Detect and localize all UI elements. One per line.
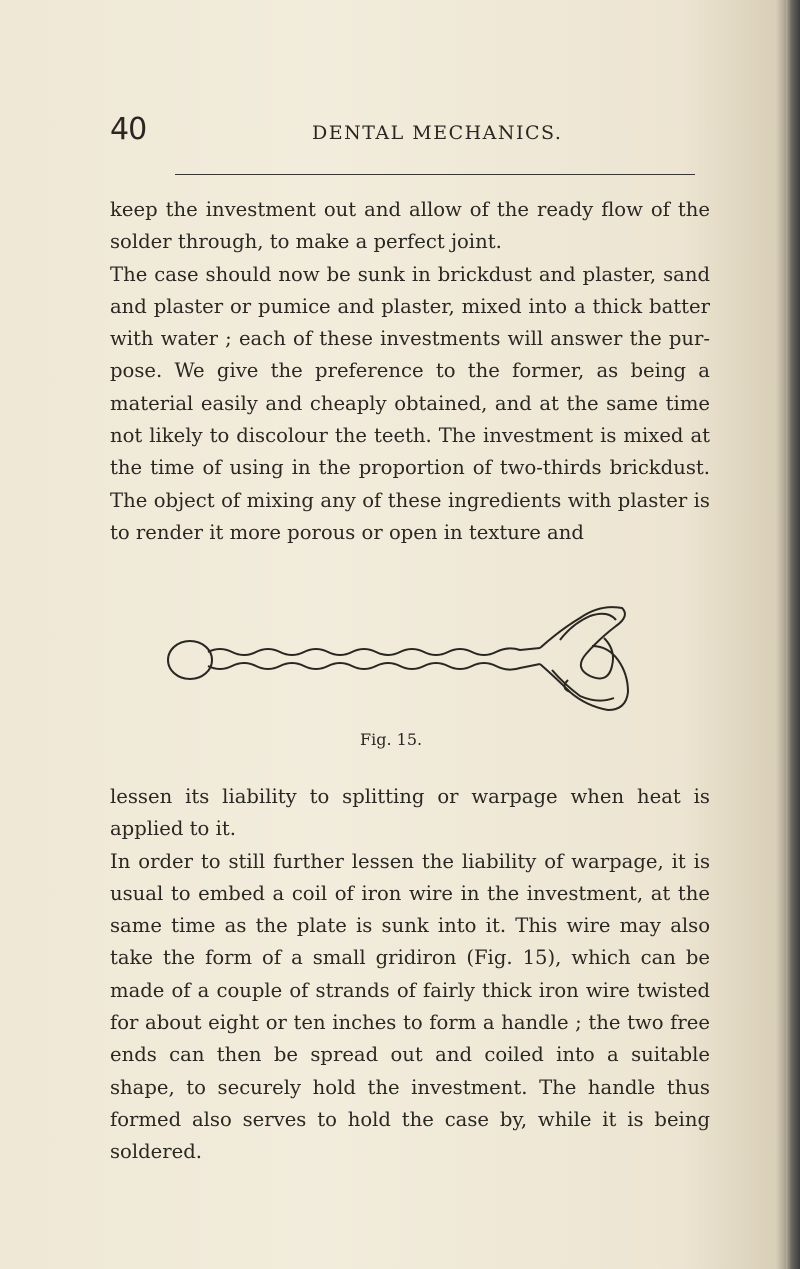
running-head: DENTAL MECHANICS. [312,122,563,144]
paragraph: In order to still further lessen the liability of warpage, it is usual to embed a coil of iron wire in the investment, at the same time as the plate is sunk into it. This wire may also take the form of a small gridiron (Fig. 15), which can be made of a couple of strands of fairly thick iron wire twisted for about eight or ten inches to form a handle ; the two free ends can then be spread out and coiled into a suitable shape, to securely hold the investment. The handle thus formed also serves to hold the case by, while it is being soldered. [110,849,710,1164]
body-text-bottom [110,781,710,1169]
figure-caption: Fig. 15. [360,730,423,749]
paragraph: keep the investment out and allow of the ready flow of the solder through, to make a perfect joint. [110,198,710,254]
page-header [110,112,710,152]
page-edge-shadow [786,0,800,1269]
paragraph: The case should now be sunk in brickdust and plaster, sand and plaster or pumice and plaster, mixed into a thick batter with water ; each of these investments will answer the purpose. We give the preference to the former, as being a material easily and cheaply obtained, and at the same time not likely to discolour the teeth. The investment is mixed at the time of using in the proportion of two-thirds brickdust. The object of mixing any of these ingredients with plaster is to render it more porous or open in texture and [110,262,710,544]
wire-gridiron-illustration [160,580,640,730]
page-number: 40 [110,112,147,147]
body-text-top [110,194,710,549]
header-rule [175,174,695,175]
paragraph: lessen its liability to splitting or warpage when heat is applied to it. [110,785,710,841]
